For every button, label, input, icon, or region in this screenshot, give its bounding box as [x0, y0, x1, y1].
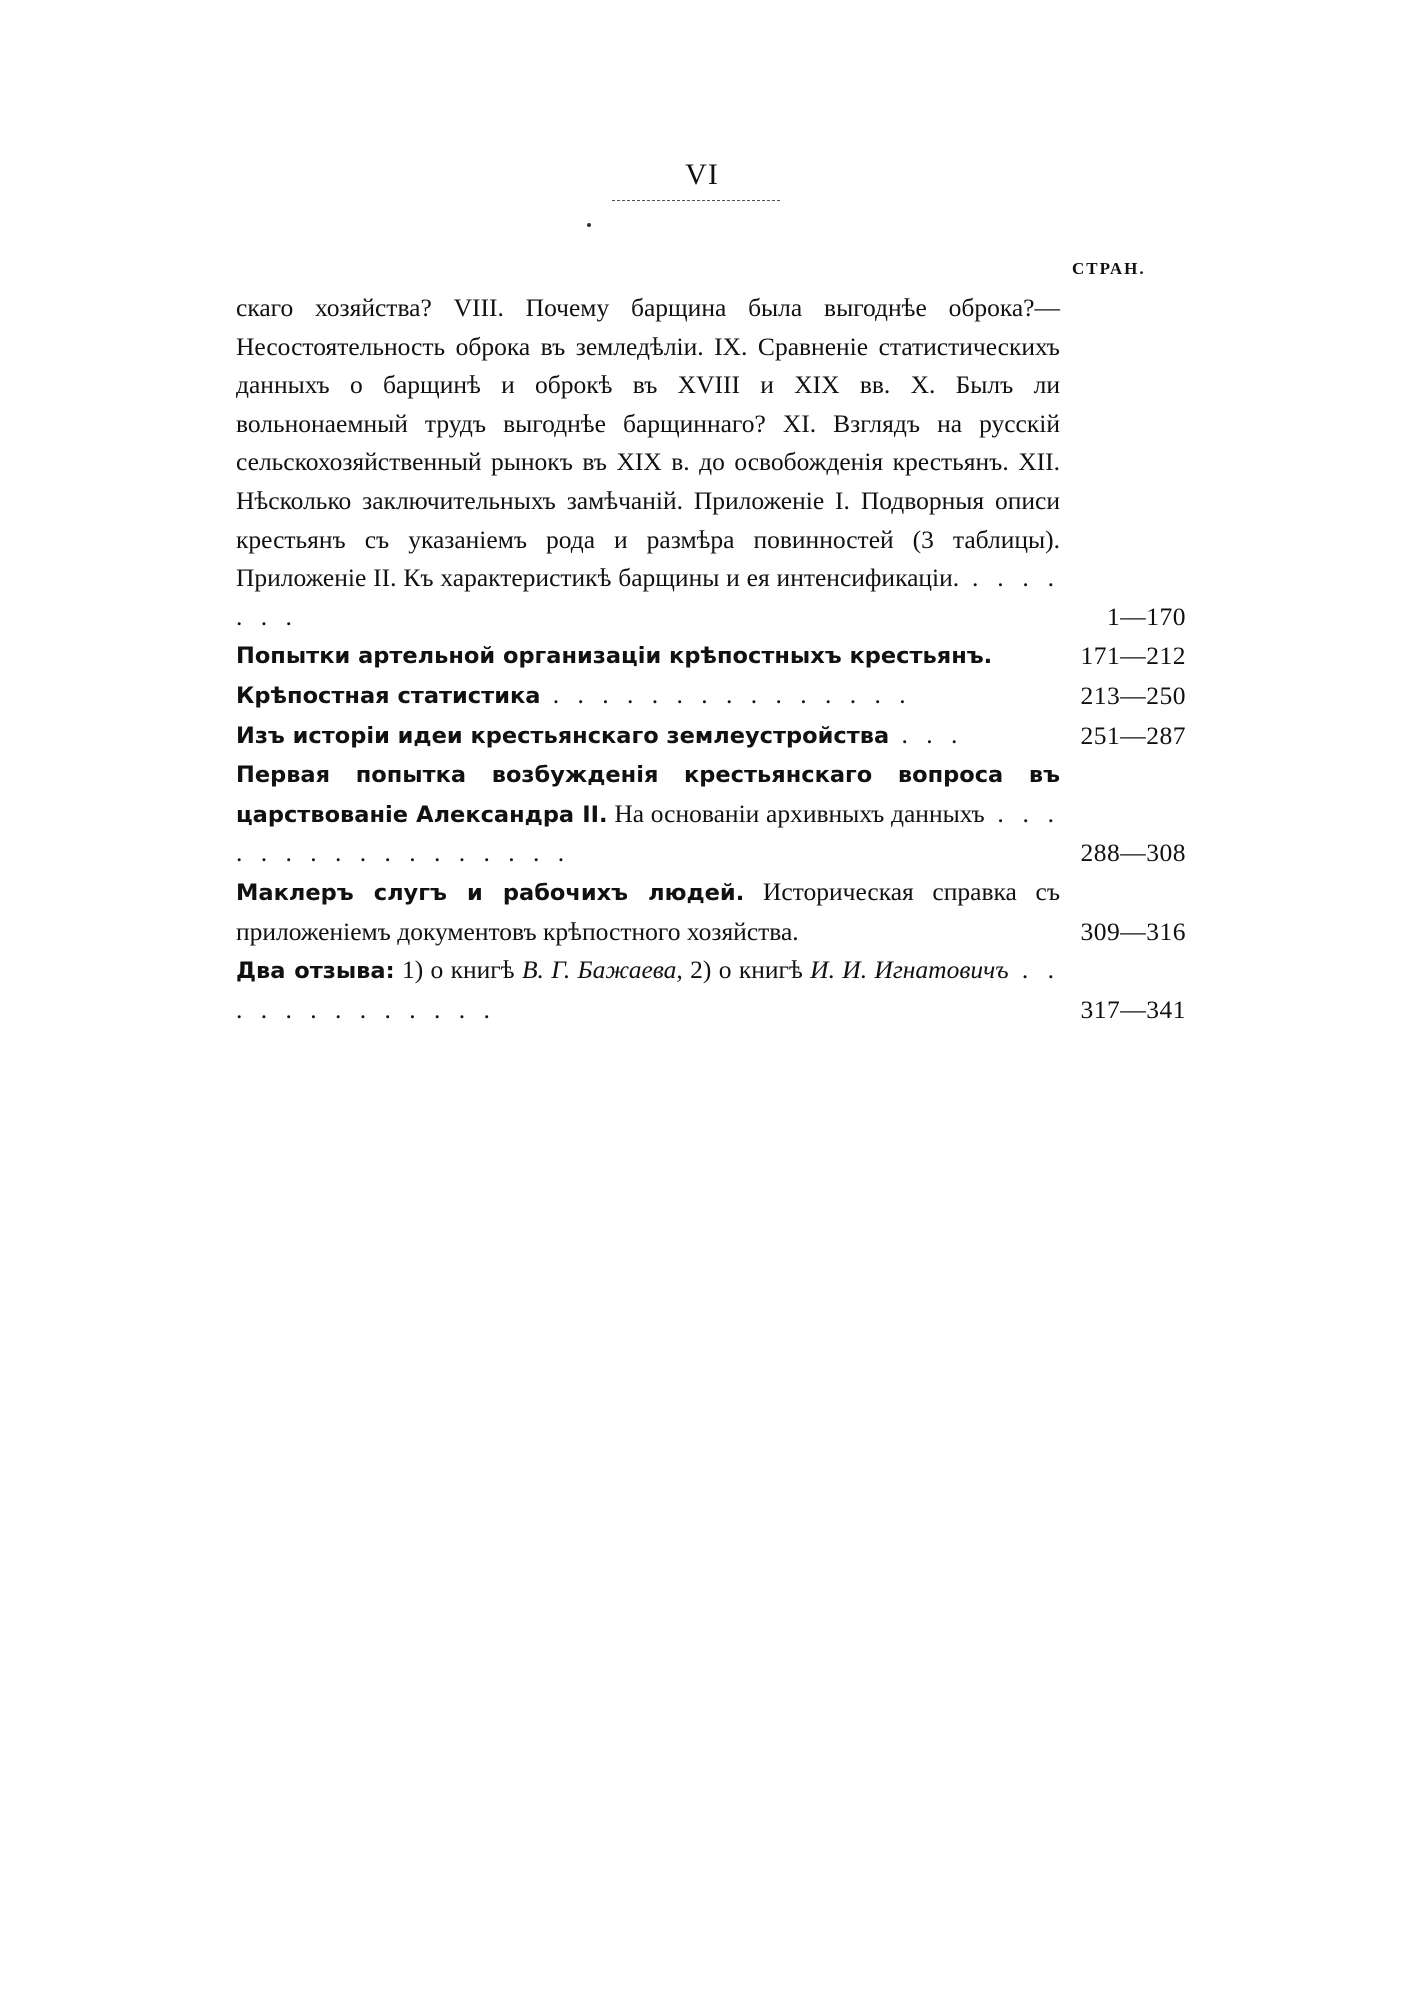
- entry-pages: 171—212: [1080, 641, 1186, 671]
- entry-title: Маклеръ слугъ и рабочихъ людей.: [236, 879, 745, 906]
- entry-title: Первая попытка возбужденія крестьянскаго вопроса въ царствованіе Александра II.: [236, 762, 1060, 828]
- toc-entry: [236, 676, 1186, 716]
- entry-title: Попытки артельной организаціи крѣпостныхъ крестьянъ.: [236, 643, 993, 670]
- toc-entry: [236, 755, 1186, 873]
- toc-entry: [236, 873, 1186, 951]
- dot-leader: . . . . . . . . . . . . .: [236, 955, 1061, 1024]
- table-of-contents: [236, 289, 1186, 1029]
- entry-text: Историческая справка съ приложеніемъ документовъ крѣпостного хозяйства.: [236, 876, 1061, 946]
- toc-entry: [236, 289, 1186, 636]
- entry-pages: 288—308: [1080, 838, 1186, 868]
- dot-leader: . . .: [889, 719, 964, 749]
- toc-entry: [236, 716, 1186, 756]
- entry-text: 2) о книгѣ: [682, 955, 811, 985]
- toc-entry: [236, 951, 1186, 1029]
- pages-column-header: СТРАН.: [1072, 259, 1146, 278]
- entry-pages: 251—287: [1080, 720, 1186, 750]
- print-mark: [587, 223, 591, 227]
- entry-text: скаго хозяйства? VIII. Почему барщина была выгоднѣе оброка?—Несостоятельность оброка въ земледѣліи. IX. Сравненіе статистическихъ данныхъ о барщинѣ и оброкѣ въ XVIII и XIX вв. X. Былъ ли вольнонаемный трудъ выгоднѣе барщиннаго? XI. Взглядъ на русскій сельскохозяйственный рынокъ въ XIX в. до освобожденія крестьянъ. XII. Нѣсколько заключительныхъ замѣчаній. Приложеніе I. Подворныя описи крестьянъ съ указаніемъ рода и размѣра повинностей (3 таблицы). Приложеніе II. Къ характеристикѣ барщины и ея интенсификаціи.: [236, 293, 1060, 593]
- entry-pages: 317—341: [1080, 994, 1186, 1024]
- entry-title: Крѣпостная статистика: [236, 682, 541, 709]
- entry-title: Изъ исторіи идеи крестьянскаго землеустройства: [236, 722, 890, 749]
- author-name: В. Г. Бажаева,: [521, 955, 683, 985]
- dot-leader: . . . . . . .: [236, 563, 1060, 631]
- author-name: И. И. Игнатовичъ: [810, 955, 1009, 985]
- page-number: VI: [685, 158, 719, 191]
- entry-pages: 1—170: [1107, 601, 1186, 631]
- header-rule: [612, 200, 780, 201]
- entry-text: На основаніи архивныхъ данныхъ: [607, 798, 985, 828]
- dot-leader: . . . . . . . . . . . . . . . . .: [236, 798, 1061, 868]
- entry-title: Два отзыва:: [236, 958, 395, 985]
- entry-pages: 309—316: [1080, 916, 1186, 946]
- toc-entry: [236, 636, 1186, 676]
- entry-text: 1) о книгѣ: [394, 955, 522, 985]
- entry-pages: 213—250: [1080, 680, 1186, 710]
- dot-leader: . . . . . . . . . . . . . . .: [540, 679, 912, 709]
